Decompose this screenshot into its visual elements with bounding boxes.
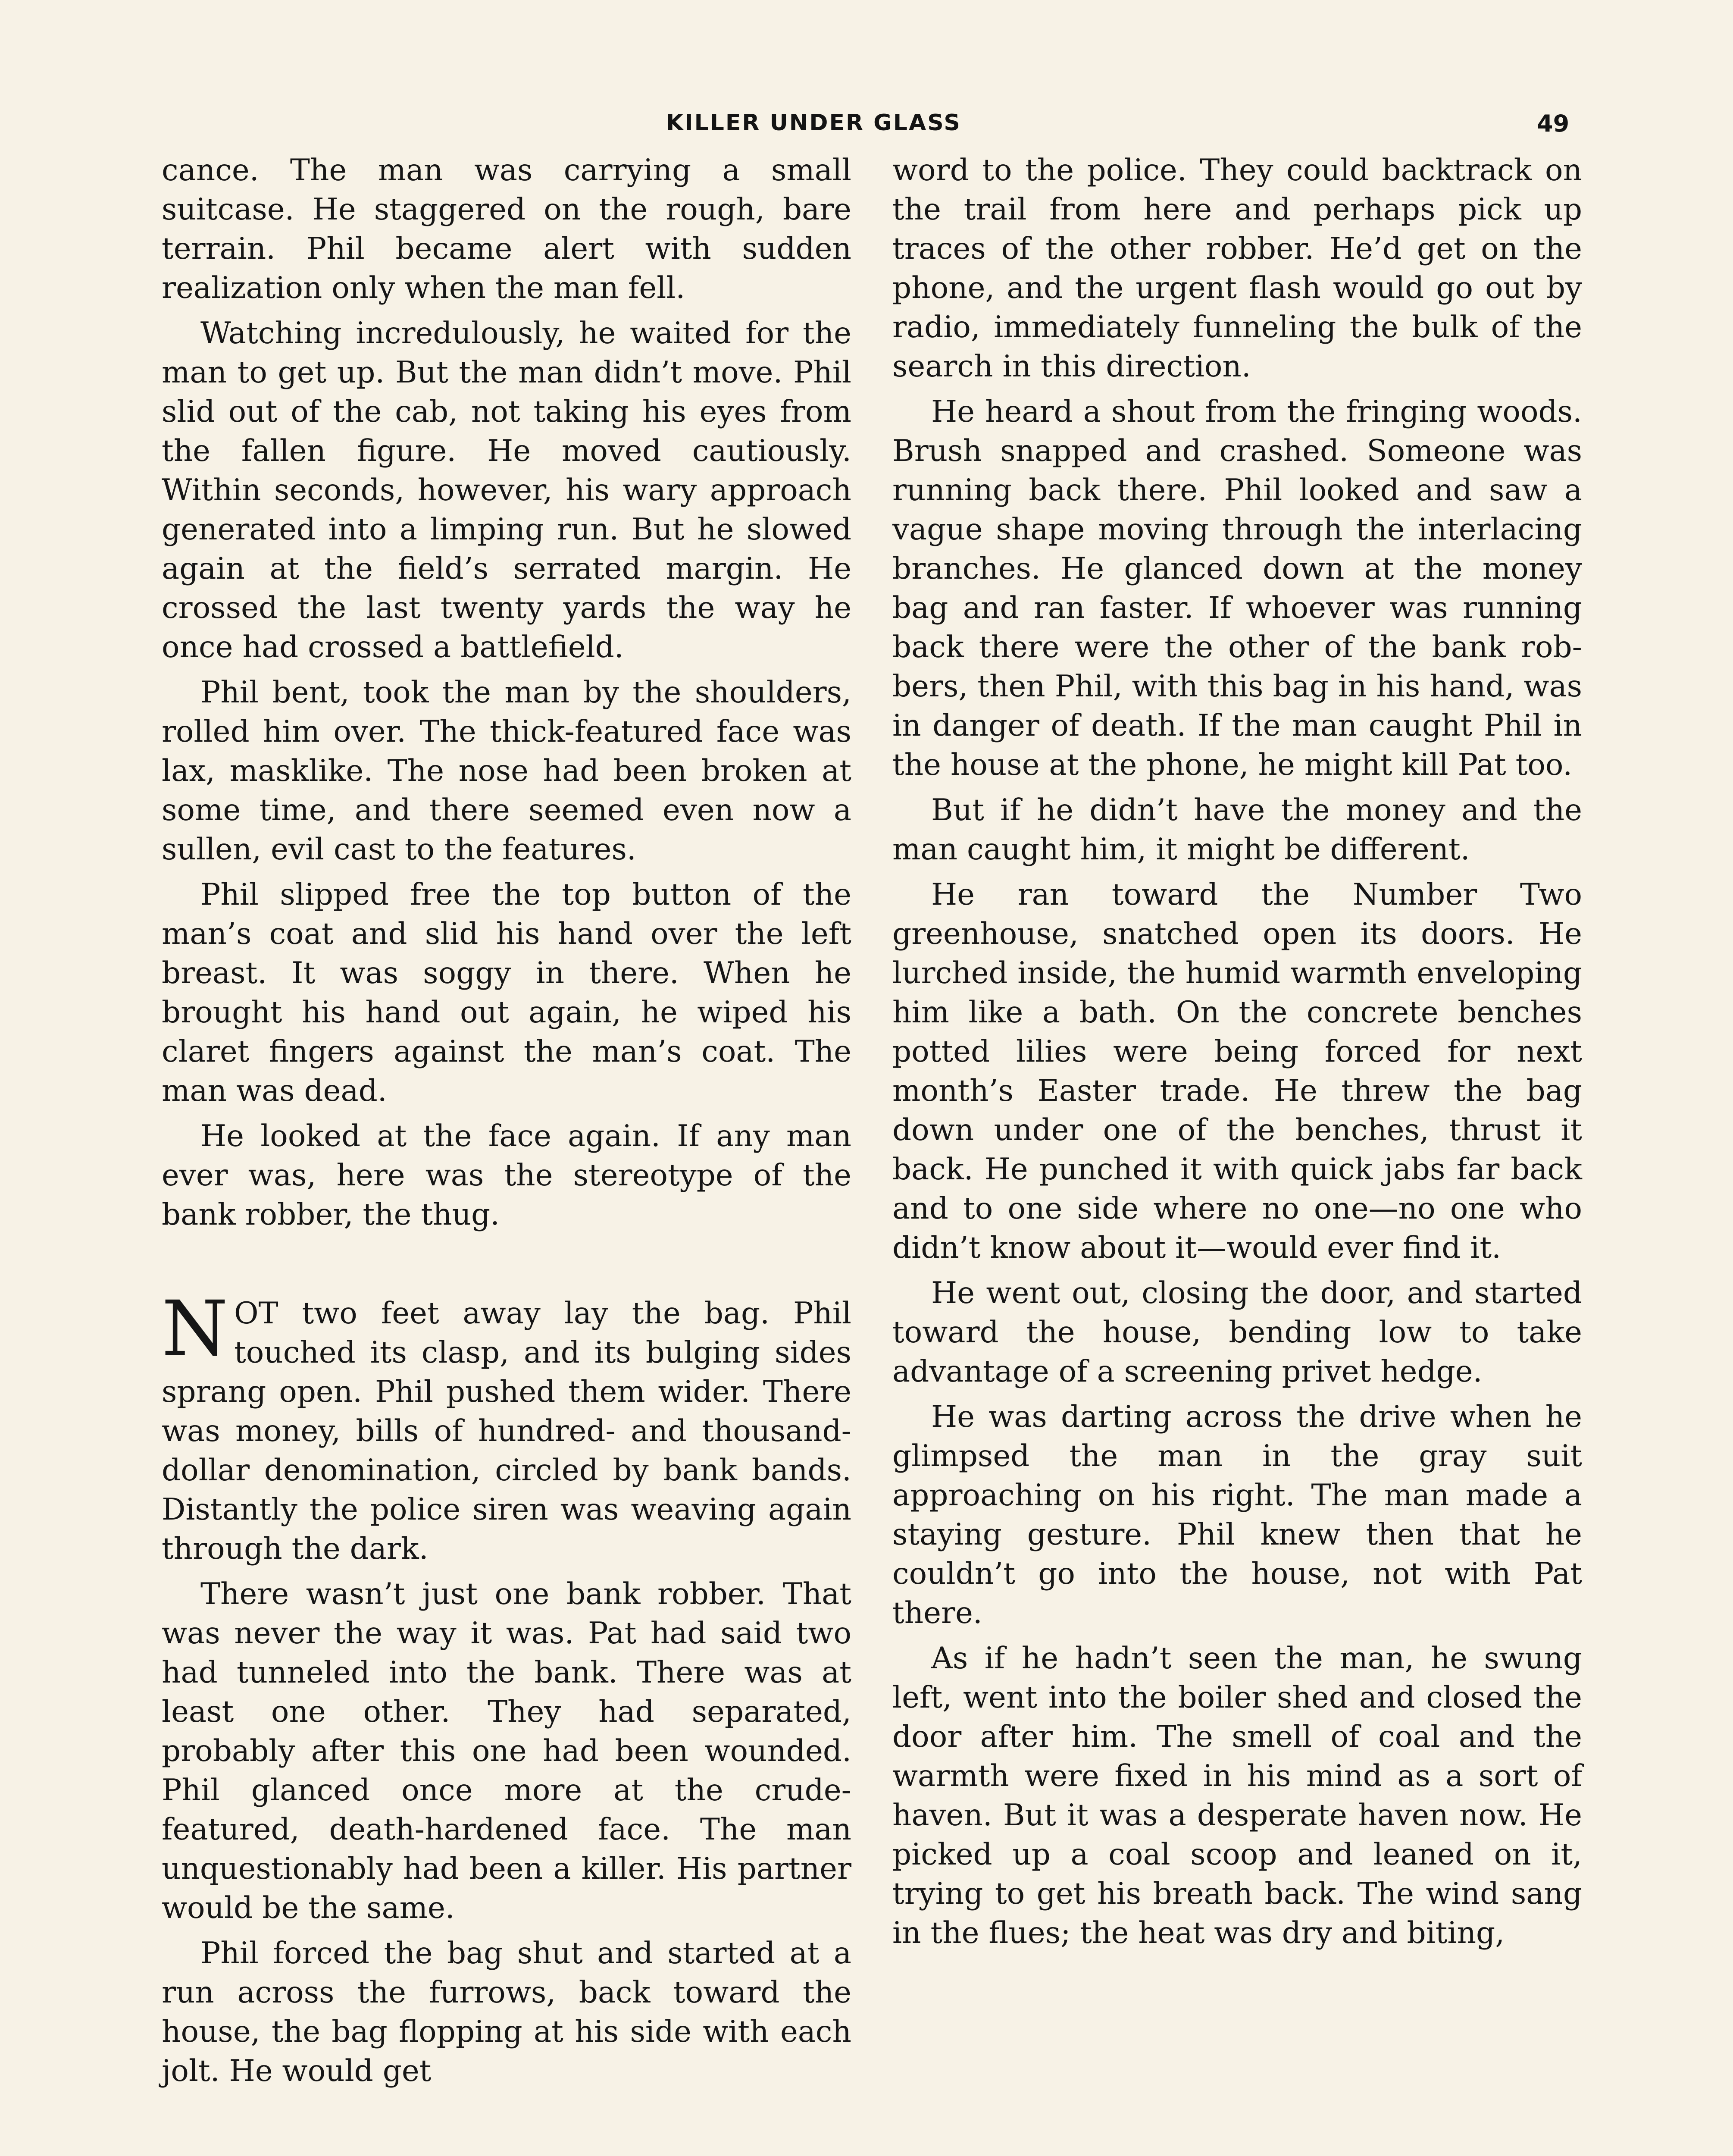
running-title: KILLER UNDER GLASS	[666, 110, 961, 136]
paragraph: He went out, closing the door, and started toward the house, bending low to take advantage of a screening privet hedge.	[892, 1276, 1582, 1389]
paragraph: As if he hadn’t seen the man, he swung left, went into the boiler shed and closed the door after him. The smell of coal and the warmth were fixed in his mind as a sort of haven. But it was a desperate haven now. He picked up a coal scoop and leaned on it, trying to get his breath back. The wind sang in the flues; the heat was dry and biting,	[892, 1641, 1582, 1950]
section-break	[162, 1241, 851, 1294]
paragraph: But if he didn’t have the money and the man caught him, it might be different.	[892, 793, 1582, 867]
paragraph: Phil forced the bag shut and started at a run across the furrows, back toward the house, the bag flopping at his side with each jolt. He would get	[162, 1936, 851, 2088]
left-column	[162, 151, 851, 2097]
page-number: 49	[1537, 110, 1570, 137]
paragraph: Watching incredulously, he waited for the man to get up. But the man didn’t move. Phil slid out of the cab, not taking his eyes from the fallen figure. He moved cautiously. Within seconds, however, his wary approach generated into a limping run. But he slowed again at the field’s serrated margin. He crossed the last twenty yards the way he once had crossed a battlefield.	[162, 316, 851, 664]
section-opening-paragraph	[162, 1285, 851, 1569]
paragraph: He looked at the face again. If any man ever was, here was the stereotype of the bank robber, the thug.	[162, 1119, 851, 1232]
paragraph: He ran toward the Number Two greenhouse, snatched open its doors. He lurched inside, the humid warmth enveloping him like a bath. On the concrete benches potted lilies were being forced for next month’s Easter trade. He threw the bag down under one of the benches, thrust it back. He punched it with quick jabs far back and to one side where no one—no one who didn’t know about it—would ever find it.	[892, 877, 1582, 1265]
paragraph: He was darting across the drive when he glimpsed the man in the gray suit approaching on his right. The man made a staying gesture. Phil knew then that he couldn’t go into the house, not with Pat there.	[892, 1400, 1582, 1630]
right-column	[892, 151, 1582, 1959]
paragraph-text: OT two feet away lay the bag. Phil touched its clasp, and its bulging sides sprang open. Phil pushed them wider. There was money, bills of hundred- and thousand-dollar denomination, circled by bank bands. Distantly the police siren was weaving again through the dark.	[162, 1296, 851, 1566]
paragraph: There wasn’t just one bank robber. That was never the way it was. Pat had said two had tunneled into the bank. There was at least one other. They had separated, probably after this one had been wounded. Phil glanced once more at the crude-featured, death-hardened face. The man unquestionably had been a killer. His partner would be the same.	[162, 1577, 851, 1925]
paragraph: cance. The man was carrying a small suitcase. He staggered on the rough, bare terrain. Phil became alert with sudden realization only when the man fell.	[162, 153, 851, 305]
running-header	[0, 110, 1733, 144]
paragraph: He heard a shout from the fringing woods. Brush snapped and crashed. Someone was running back there. Phil looked and saw a vague shape moving through the interlacing branches. He glanced down at the money bag and ran faster. If whoever was running back there were the other of the bank robbers, then Phil, with this bag in his hand, was in danger of death. If the man caught Phil in the house at the phone, he might kill Pat too.	[892, 395, 1582, 782]
paragraph: word to the police. They could backtrack on the trail from here and perhaps pick up traces of the other robber. He’d get on the phone, and the urgent flash would go out by radio, immediately funneling the bulk of the search in this direction.	[892, 153, 1582, 384]
paragraph: Phil slipped free the top button of the man’s coat and slid his hand over the left breast. It was soggy in there. When he brought his hand out again, he wiped his claret fingers against the man’s coat. The man was dead.	[162, 877, 851, 1108]
drop-cap: N	[162, 1285, 228, 1373]
paragraph: Phil bent, took the man by the shoulders, rolled him over. The thick-featured face was lax, masklike. The nose had been broken at some time, and there seemed even now a sullen, evil cast to the features.	[162, 675, 851, 867]
